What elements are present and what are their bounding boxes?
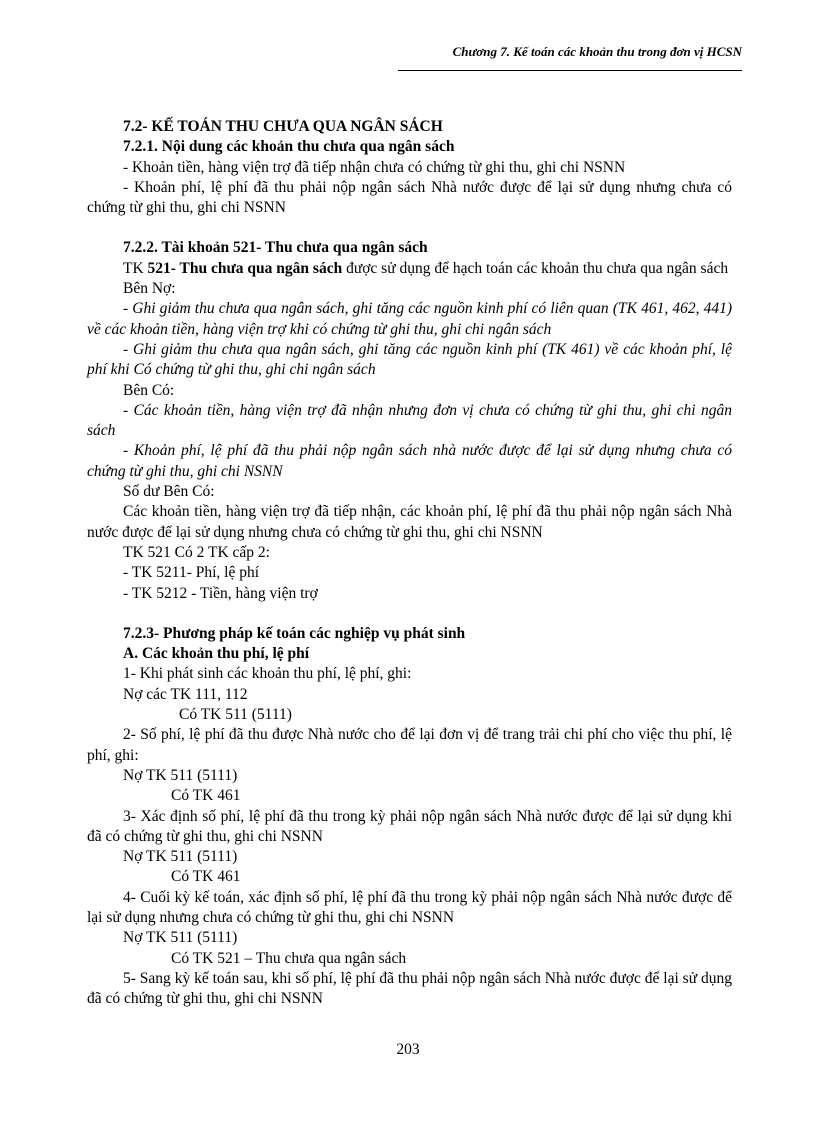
debit-entry: Nợ các TK 111, 112 — [123, 685, 248, 703]
paragraph: - Ghi giảm thu chưa qua ngân sách, ghi tăng các nguồn kinh phí (TK 461) về các khoản phí, lệ phí khi Có chứng từ ghi thu, ghi chi ngân sách — [87, 340, 732, 379]
subsection-a-title: A. Các khoản thu phí, lệ phí — [123, 645, 310, 663]
page-body — [87, 117, 732, 1009]
text-run: được sử dụng để hạch toán các khoản thu chưa qua ngân sách — [342, 259, 729, 277]
paragraph: TK 521 Có 2 TK cấp 2: — [123, 543, 270, 561]
section-7-2-3-title: 7.2.3- Phương pháp kế toán các nghiệp vụ phát sinh — [123, 624, 466, 642]
paragraph: 4- Cuối kỳ kế toán, xác định số phí, lệ phí đã thu trong kỳ phải nộp ngân sách Nhà nước được để lại sử dụng nhưng chưa có chứng từ ghi thu, ghi chi NSNN — [87, 888, 732, 926]
debit-label: Bên Nợ: — [123, 280, 176, 298]
debit-entry: Nợ TK 511 (5111) — [123, 848, 238, 866]
paragraph: 3- Xác định số phí, lệ phí đã thu trong kỳ phải nộp ngân sách Nhà nước được để lại sử dụng khi đã có chứng từ ghi thu, ghi chi NSNN — [87, 807, 732, 845]
credit-entry: Có TK 521 – Thu chưa qua ngân sách — [171, 949, 407, 967]
credit-label: Bên Có: — [123, 381, 175, 399]
header-rule — [398, 70, 742, 71]
text-run: TK — [123, 259, 148, 277]
paragraph: - Các khoản tiền, hàng viện trợ đã nhận nhưng đơn vị chưa có chứng từ ghi thu, ghi chi ngân sách — [87, 401, 732, 440]
paragraph: 1- Khi phát sinh các khoản thu phí, lệ phí, ghi: — [123, 665, 412, 683]
debit-entry: Nợ TK 511 (5111) — [123, 929, 238, 947]
chapter-header: Chương 7. Kế toán các khoản thu trong đơn vị HCSN — [452, 44, 742, 59]
paragraph: 2- Số phí, lệ phí đã thu được Nhà nước cho để lại đơn vị để trang trải chi phí cho việc thu phí, lệ phí, ghi: — [87, 726, 732, 764]
section-7-2-1-title: 7.2.1. Nội dung các khoản thu chưa qua ngân sách — [123, 138, 455, 156]
paragraph: 5- Sang kỳ kế toán sau, khi số phí, lệ phí đã thu phải nộp ngân sách Nhà nước được để lại sử dụng đã có chứng từ ghi thu, ghi chi NSNN — [87, 969, 732, 1008]
paragraph — [87, 259, 732, 279]
credit-entry: Có TK 511 (5111) — [179, 706, 292, 724]
section-7-2-title: 7.2- KẾ TOÁN THU CHƯA QUA NGÂN SÁCH — [123, 118, 443, 135]
section-7-2-2-title: 7.2.2. Tài khoản 521- Thu chưa qua ngân sách — [123, 239, 428, 257]
paragraph: Các khoản tiền, hàng viện trợ đã tiếp nhận, các khoản phí, lệ phí đã thu phải nộp ngân sách Nhà nước được để lại sử dụng nhưng chưa có chứng từ ghi thu, ghi chi NSNN — [87, 503, 732, 541]
list-item: - TK 5211- Phí, lệ phí — [123, 564, 260, 582]
credit-entry: Có TK 461 — [171, 868, 241, 886]
paragraph: - Khoản phí, lệ phí đã thu phải nộp ngân sách nhà nước được để lại sử dụng nhưng chưa có chứng từ ghi thu, ghi chi NSNN — [87, 442, 732, 480]
account-name: 521- Thu chưa qua ngân sách — [147, 259, 343, 277]
debit-entry: Nợ TK 511 (5111) — [123, 766, 238, 784]
paragraph: - Ghi giảm thu chưa qua ngân sách, ghi tăng các nguồn kinh phí có liên quan (TK 461, 462, 441) về các khoản tiền, hàng viện trợ khi có chứng từ ghi thu, ghi chi ngân sách — [87, 300, 732, 338]
balance-label: Số dư Bên Có: — [123, 483, 215, 501]
paragraph: - Khoản phí, lệ phí đã thu phải nộp ngân sách Nhà nước được để lại sử dụng nhưng chưa có chứng từ ghi thu, ghi chi NSNN — [87, 178, 732, 217]
credit-entry: Có TK 461 — [171, 787, 241, 805]
paragraph: - Khoản tiền, hàng viện trợ đã tiếp nhận chưa có chứng từ ghi thu, ghi chi NSNN — [123, 158, 626, 176]
list-item: - TK 5212 - Tiền, hàng viện trợ — [123, 584, 318, 602]
page-number: 203 — [396, 1041, 420, 1058]
